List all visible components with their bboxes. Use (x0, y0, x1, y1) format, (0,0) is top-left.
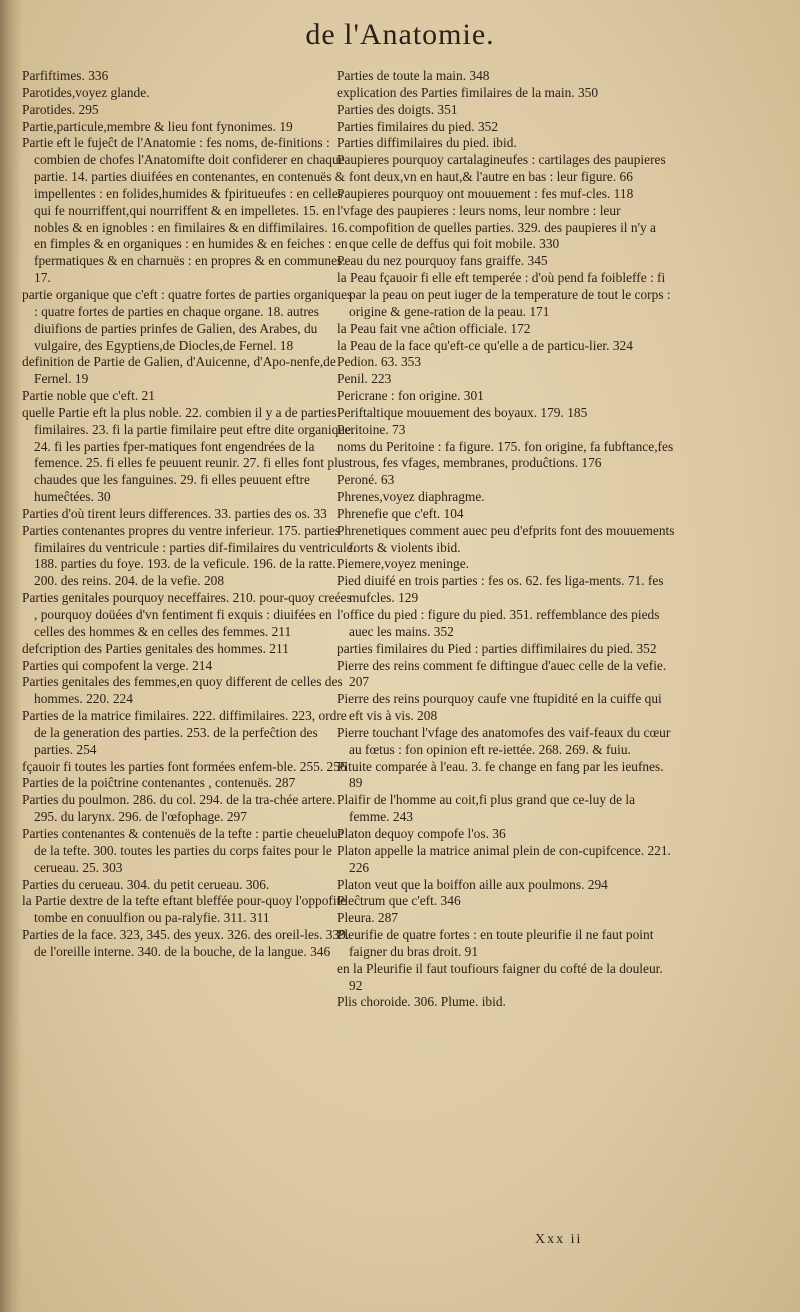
index-entry: Parties genitales pourquoy neceffaires. 210. pour-quoy creées , pourquoy doüées d'vn fentiment fi exquis : diuifées en celles des hommes & en celles des femmes. 211 (22, 590, 352, 639)
index-entry: Plis choroide. 306. Plume. ibid. (337, 994, 506, 1010)
index-entry: Partie,particule,membre & lieu font fynonimes. 19 (22, 118, 293, 134)
index-entry: Pied diuifé en trois parties : fes os. 62. fes liga-ments. 71. fes mufcles. 129 (337, 573, 664, 606)
index-entry: la Partie dextre de la tefte eftant bleffée pour-quoy l'oppofite tombe en conuulfion ou pa-ralyfie. 311. 311 (22, 893, 347, 926)
index-entry: en la Pleurifie il faut toufiours faigner du cofté de la douleur. 92 (337, 960, 663, 993)
index-entry: Pedion. 63. 353 (337, 354, 422, 370)
index-entry: Parties de toute la main. 348 (337, 68, 490, 83)
running-head: de l'Anatomie. (305, 18, 495, 51)
index-entry: Partie eft le fujeĉt de l'Anatomie : fes noms, de-finitions : combien de chofes l'Anatomifte doit confiderer en chaque partie. 14. parties diuifées en contenantes, en contenuës & impellentes : en folides,humides & fpiritueufes : en celles qui fe nourriffent,qui nourriffent & en impelletes. 15. en nobles & en ignobles : en fimilaires & en diffimilaires. 16. en fimples & en organiques : en humides & en feiches : en fpermatiques & en charnuës : en propres & en communes. 17. (22, 135, 348, 286)
index-entry: parties fimilaires du Pied : parties diffimilaires du pied. 352 (337, 640, 657, 656)
index-entry: Periftaltique mouuement des boyaux. 179. 185 (337, 404, 588, 420)
index-entry: quelle Partie eft la plus noble. 22. combien il y a de parties fimilaires. 23. fi la partie fimilaire peut eftre dite organique. 24. fi les parties fper-matiques font engendrées de la femence. 25. fi elles fe peuuent reunir. 27. fi elles font plus chaudes que les fanguines. 29. fi elles peuuent eftre humeĉtées. 30 (22, 404, 355, 505)
index-entry: Pleurifie de quatre fortes : en toute pleurifie il ne faut point faigner du bras droit. 91 (337, 927, 654, 959)
index-entry: la Peau fait vne aĉtion officiale. 172 (337, 320, 531, 336)
index-entry: Piemere,voyez meninge. (337, 556, 469, 572)
index-column-right (337, 68, 677, 1011)
index-entry: Platon dequoy compofe l'os. 36 (337, 825, 506, 841)
index-entry: Paupieres pourquoy ont mouuement : fes muf-cles. 118 (337, 185, 634, 201)
index-entry: Pierre des reins pourquoy caufe vne ftupidité en la cuiffe qui eft vis à vis. 208 (337, 691, 662, 724)
index-entry: Parties diffimilaires du pied. ibid. (337, 135, 517, 151)
index-entry: Pleura. 287 (337, 910, 398, 926)
binding-gutter (0, 0, 22, 1312)
index-entry: Parotides,voyez glande. (22, 84, 150, 100)
index-entry: l'vfage des paupieres : leurs noms, leur nombre : leur compofition de quelles parties. 329. des paupieres il n'y a que celle de deffus qui foit mobile. 330 (337, 202, 656, 252)
index-entry: Pleĉtrum que c'eft. 346 (337, 893, 461, 909)
index-entry: Phrenetiques comment auec peu d'efprits font des mouuements forts & violents ibid. (337, 522, 675, 555)
index-entry: Plaifir de l'homme au coit,fi plus grand que ce-luy de la femme. 243 (337, 792, 636, 825)
index-entry: Pierre touchant l'vfage des anatomofes des vaif-feaux du cœur au fœtus : fon opinion eft re-iettée. 268. 269. & fuiu. (337, 724, 671, 757)
index-entry: Pericrane : fon origine. 301 (337, 388, 484, 404)
index-entry: Parotides. 295 (22, 101, 99, 117)
index-entry: Peau du nez pourquoy fans graiffe. 345 (337, 253, 548, 269)
index-entry: Parties de la matrice fimilaires. 222. diffimilaires. 223, ordre de la generation des parties. 253. de la perfeĉtion des parties. 254 (22, 708, 347, 757)
index-entry: Parties des doigts. 351 (337, 101, 458, 117)
index-entry: l'office du pied : figure du pied. 351. reffemblance des pieds auec les mains. 352 (337, 607, 660, 639)
index-entry: Pituite comparée à l'eau. 3. fe change en fang par les ieufnes. 89 (337, 758, 664, 791)
index-entry: Parties du cerueau. 304. du petit cerueau. 306. (22, 876, 270, 892)
index-entry: Parties fimilaires du pied. 352 (337, 118, 499, 134)
index-entry: Parties de la face. 323, 345. des yeux. 326. des oreil-les. 339. de l'oreille interne. 340. de la bouche, de la langue. 346 (22, 927, 350, 959)
index-entry: definition de Partie de Galien, d'Auicenne, d'Apo-nenfe,de Fernel. 19 (22, 354, 336, 387)
index-entry: la Peau fçauoir fi elle eft temperée : d'où pend fa foibleffe : fi par la peau on peut iuger de la temperature de tout le corps : origine & gene-ration de la peau. 171 (337, 270, 671, 319)
index-entry: Paupieres pourquoy cartalagineufes : cartilages des paupieres font deux,vn en haut,& l'autre en bas : leur figure. 66 (337, 152, 666, 185)
index-entry: Peroné. 63 (337, 472, 395, 488)
signature-mark: Xxx ii (535, 1232, 583, 1247)
index-entry: Parties du poulmon. 286. du col. 294. de la tra-chée artere. 295. du larynx. 296. de l'œfophage. 297 (22, 792, 336, 825)
index-entry: Parties qui compofent la verge. 214 (22, 657, 213, 673)
index-entry: noms du Peritoine : fa figure. 175. fon origine, fa fubftance,fes trous, fes vfages, membranes, produĉtions. 176 (337, 438, 674, 471)
index-column-left (22, 68, 358, 961)
index-entry: defcription des Parties genitales des hommes. 211 (22, 640, 289, 656)
index-entry: fçauoir fi toutes les parties font formées enfem-ble. 255. 256 (22, 758, 347, 774)
index-entry: Pierre des reins comment fe diftingue d'auec celle de la vefie. 207 (337, 657, 667, 690)
index-entry: partie organique que c'eft : quatre fortes de parties organiques : quatre fortes de parties en chaque organe. 18. autres diuifions de parties prinfes de Galien, des Arabes, du vulgaire, des Egyptiens,de Diocles,de Fernel. 18 (22, 286, 353, 353)
index-entry: Platon veut que la boiffon aille aux poulmons. 294 (337, 876, 608, 892)
index-entry: Parties genitales des femmes,en quoy different de celles des hommes. 220. 224 (22, 674, 343, 707)
index-entry: Parfiftimes. 336 (22, 68, 109, 83)
index-entry: Parties contenantes propres du ventre inferieur. 175. parties fimilaires du ventricule : parties dif-fimilaires du ventricule. 188. parties du foye. 193. de la veficule. 196. de la ratte. 200. des reins. 204. de la vefie. 208 (22, 522, 357, 589)
index-entry: Parties contenantes & contenuës de la tefte : partie cheueluë de la tefte. 300. toutes les parties du corps faites pour le cerueau. 25. 303 (22, 825, 344, 875)
index-entry: Penil. 223 (337, 371, 392, 387)
index-entry: explication des Parties fimilaires de la main. 350 (337, 84, 599, 100)
index-entry: Phrenes,voyez diaphragme. (337, 489, 485, 505)
index-entry: la Peau de la face qu'eft-ce qu'elle a de particu-lier. 324 (337, 337, 633, 353)
index-entry: Partie noble que c'eft. 21 (22, 388, 155, 404)
index-entry: Phrenefie que c'eft. 104 (337, 505, 464, 521)
index-entry: Parties d'où tirent leurs differences. 33. parties des os. 33 (22, 505, 327, 521)
index-entry: Parties de la poiĉtrine contenantes , contenuës. 287 (22, 775, 296, 791)
index-entry: Platon appelle la matrice animal plein de con-cupifcence. 221. 226 (337, 842, 671, 875)
index-entry: Peritoine. 73 (337, 421, 406, 437)
